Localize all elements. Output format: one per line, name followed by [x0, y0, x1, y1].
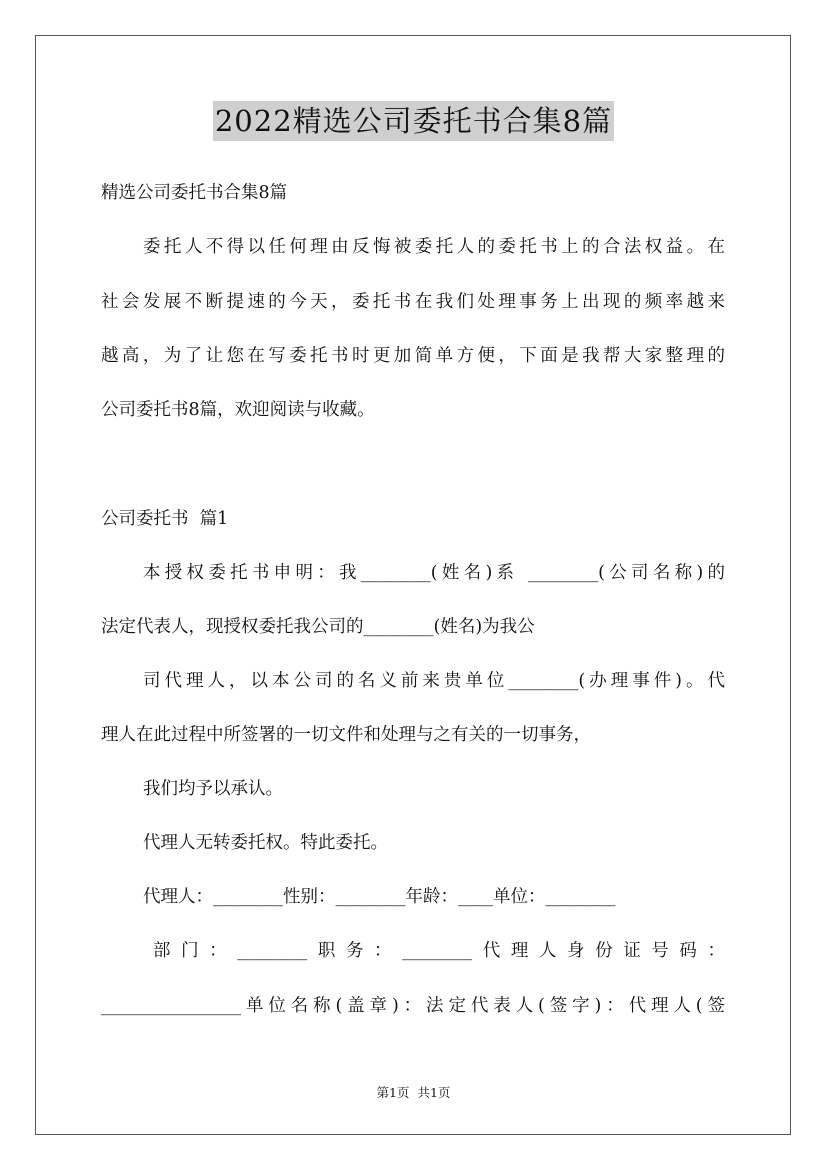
page-footer — [0, 1083, 827, 1101]
section-heading: 公司委托书 篇1 — [101, 509, 229, 529]
body-line-9: ________________单位名称(盖章)：法定代表人(签字)：代理人(签 — [101, 996, 725, 1016]
body-line-8: 部门：________职务：________代理人身份证号码： — [153, 941, 725, 961]
body-line-4: 理人在此过程中所签署的一切文件和处理与之有关的一切事务， — [101, 725, 591, 745]
intro-line-1: 委托人不得以任何理由反悔被委托人的委托书上的合法权益。在 — [143, 237, 725, 257]
page-total: 共1页 — [417, 1085, 451, 1100]
intro-line-4: 公司委托书8篇，欢迎阅读与收藏。 — [101, 400, 375, 420]
body-line-1: 本授权委托书申明：我________(姓名)系 ________(公司名称)的 — [143, 563, 725, 583]
body-line-6: 代理人无转委托权。特此委托。 — [143, 833, 388, 853]
body-line-5: 我们均予以承认。 — [143, 779, 283, 799]
title-container — [0, 101, 827, 141]
body-line-2: 法定代表人，现授权委托我公司的________(姓名)为我公 — [101, 617, 535, 637]
body-line-3: 司代理人，以本公司的名义前来贵单位________(办理事件)。代 — [143, 671, 725, 691]
document-subtitle: 精选公司委托书合集8篇 — [101, 183, 288, 203]
body-line-7: 代理人：________性别：________年龄：____单位：________ — [143, 887, 616, 907]
document-title: 2022精选公司委托书合集8篇 — [213, 101, 614, 141]
intro-line-2: 社会发展不断提速的今天，委托书在我们处理事务上出现的频率越来 — [101, 292, 725, 312]
intro-line-3: 越高，为了让您在写委托书时更加简单方便，下面是我帮大家整理的 — [101, 346, 725, 366]
page-number: 第1页 — [376, 1085, 410, 1100]
